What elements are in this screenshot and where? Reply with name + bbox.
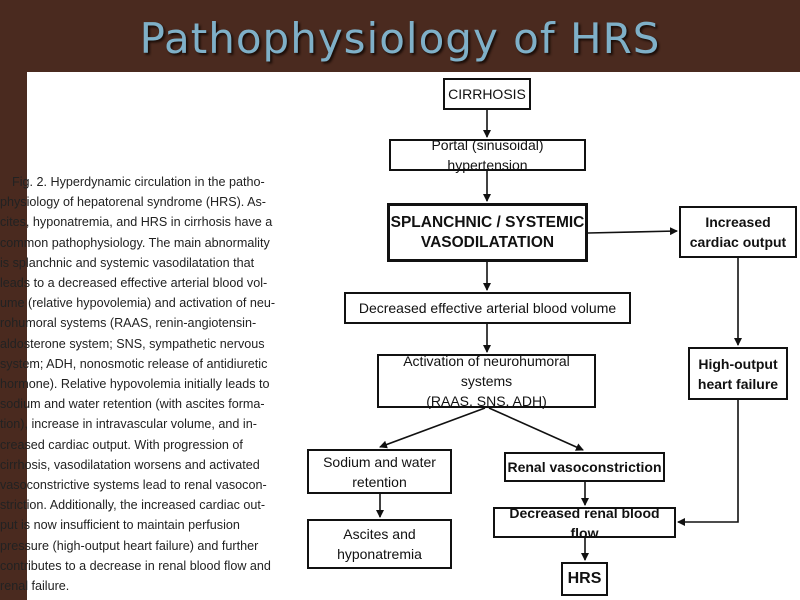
caption-line: Fig. 2. Hyperdynamic circulation in the patho- [12, 175, 265, 189]
caption-line: is splanchnic and systemic vasodilatation that [0, 255, 255, 270]
increased-cardiac-output-line2: cardiac output [689, 234, 787, 250]
vasodilatation-text [391, 213, 585, 253]
hrs-label: HRS [567, 570, 602, 587]
caption-line: system; ADH, nonosmotic release of antidiuretic [0, 356, 268, 371]
cirrhosis-box [443, 78, 531, 110]
caption-line: hormone). Relative hypovolemia initially leads to [0, 377, 270, 392]
ascites-hyponatremia-text [337, 524, 422, 564]
sodium-water-retention-line1: Sodium and water [323, 453, 436, 470]
neurohumoral-text [379, 351, 594, 411]
caption-line: striction. Additionally, the increased cardiac out- [0, 498, 266, 513]
high-output-heart-failure-text [698, 354, 778, 394]
caption-line: put is now insufficient to maintain perfusion [0, 518, 240, 533]
vasodilatation-label-line2: VASODILATATION [420, 233, 555, 251]
caption-line: cirrhosis, vasodilatation worsens and activated [0, 457, 260, 472]
slide-title: Pathophysiology of HRS [139, 14, 661, 63]
caption-line: renal failure. [0, 579, 70, 594]
neurohumoral-line2: (RAAS, SNS, ADH) [426, 393, 547, 409]
portal-hypertension-label: Portal (sinusoidal) hypertension [431, 137, 544, 173]
neurohumoral-box [377, 354, 596, 408]
decreased-renal-blood-flow-box [493, 504, 676, 541]
caption-line: aldosterone system; SNS, sympathetic nervous [0, 336, 265, 351]
high-output-heart-failure-line1: High-output [698, 355, 778, 372]
ascites-hyponatremia-box [307, 519, 452, 569]
increased-cardiac-output-line1: Increased [705, 214, 771, 230]
high-output-heart-failure-line2: heart failure [697, 375, 779, 392]
caption-line: creased cardiac output. With progression of [0, 437, 243, 452]
high-output-heart-failure-box [688, 347, 788, 400]
caption-line: rohumoral systems (RAAS, renin-angiotensin- [0, 316, 257, 331]
vasodilatation-label-line1: SPLANCHNIC / SYSTEMIC [390, 213, 585, 231]
neurohumoral-line1: Activation of neurohumoral systems [403, 353, 570, 389]
sodium-water-retention-text [323, 452, 436, 492]
decreased-blood-volume-label: Decreased effective arterial blood volume [358, 300, 617, 316]
portal-hypertension-box [389, 139, 586, 171]
caption-line: common pathophysiology. The main abnormality [0, 235, 270, 250]
figure-caption [0, 172, 284, 596]
hrs-box [561, 562, 608, 596]
sodium-water-retention-line2: retention [352, 473, 407, 490]
renal-vasoconstriction-label: Renal vasoconstriction [507, 459, 662, 475]
caption-line: pressure (high-output heart failure) and further [0, 538, 259, 553]
caption-line: ume (relative hypovolemia) and activation of neu- [0, 296, 276, 311]
caption-line: leads to a decreased effective arterial blood vol- [0, 276, 268, 291]
ascites-hyponatremia-line2: hyponatremia [337, 546, 422, 562]
increased-cardiac-output-box [679, 206, 797, 258]
sodium-water-retention-box [307, 449, 452, 494]
decreased-renal-blood-flow-label: Decreased renal blood flow [509, 504, 660, 541]
ascites-hyponatremia-line1: Ascites and [343, 526, 416, 542]
cirrhosis-label: CIRRHOSIS [448, 86, 526, 102]
renal-vasoconstriction-box [504, 452, 665, 482]
caption-line: contributes to a decrease in renal blood flow and [0, 558, 271, 573]
increased-cardiac-output-text [690, 212, 786, 252]
decreased-blood-volume-box [344, 292, 631, 324]
caption-line: vasoconstrictive systems lead to renal vasocon- [0, 478, 267, 493]
caption-line: tion), increase in intravascular volume, and in- [0, 417, 257, 432]
vasodilatation-box [387, 203, 588, 262]
caption-line: cites, hyponatremia, and HRS in cirrhosis have a [0, 215, 273, 230]
caption-line: sodium and water retention (with ascites forma- [0, 397, 265, 412]
caption-line: physiology of hepatorenal syndrome (HRS). As- [0, 195, 266, 210]
